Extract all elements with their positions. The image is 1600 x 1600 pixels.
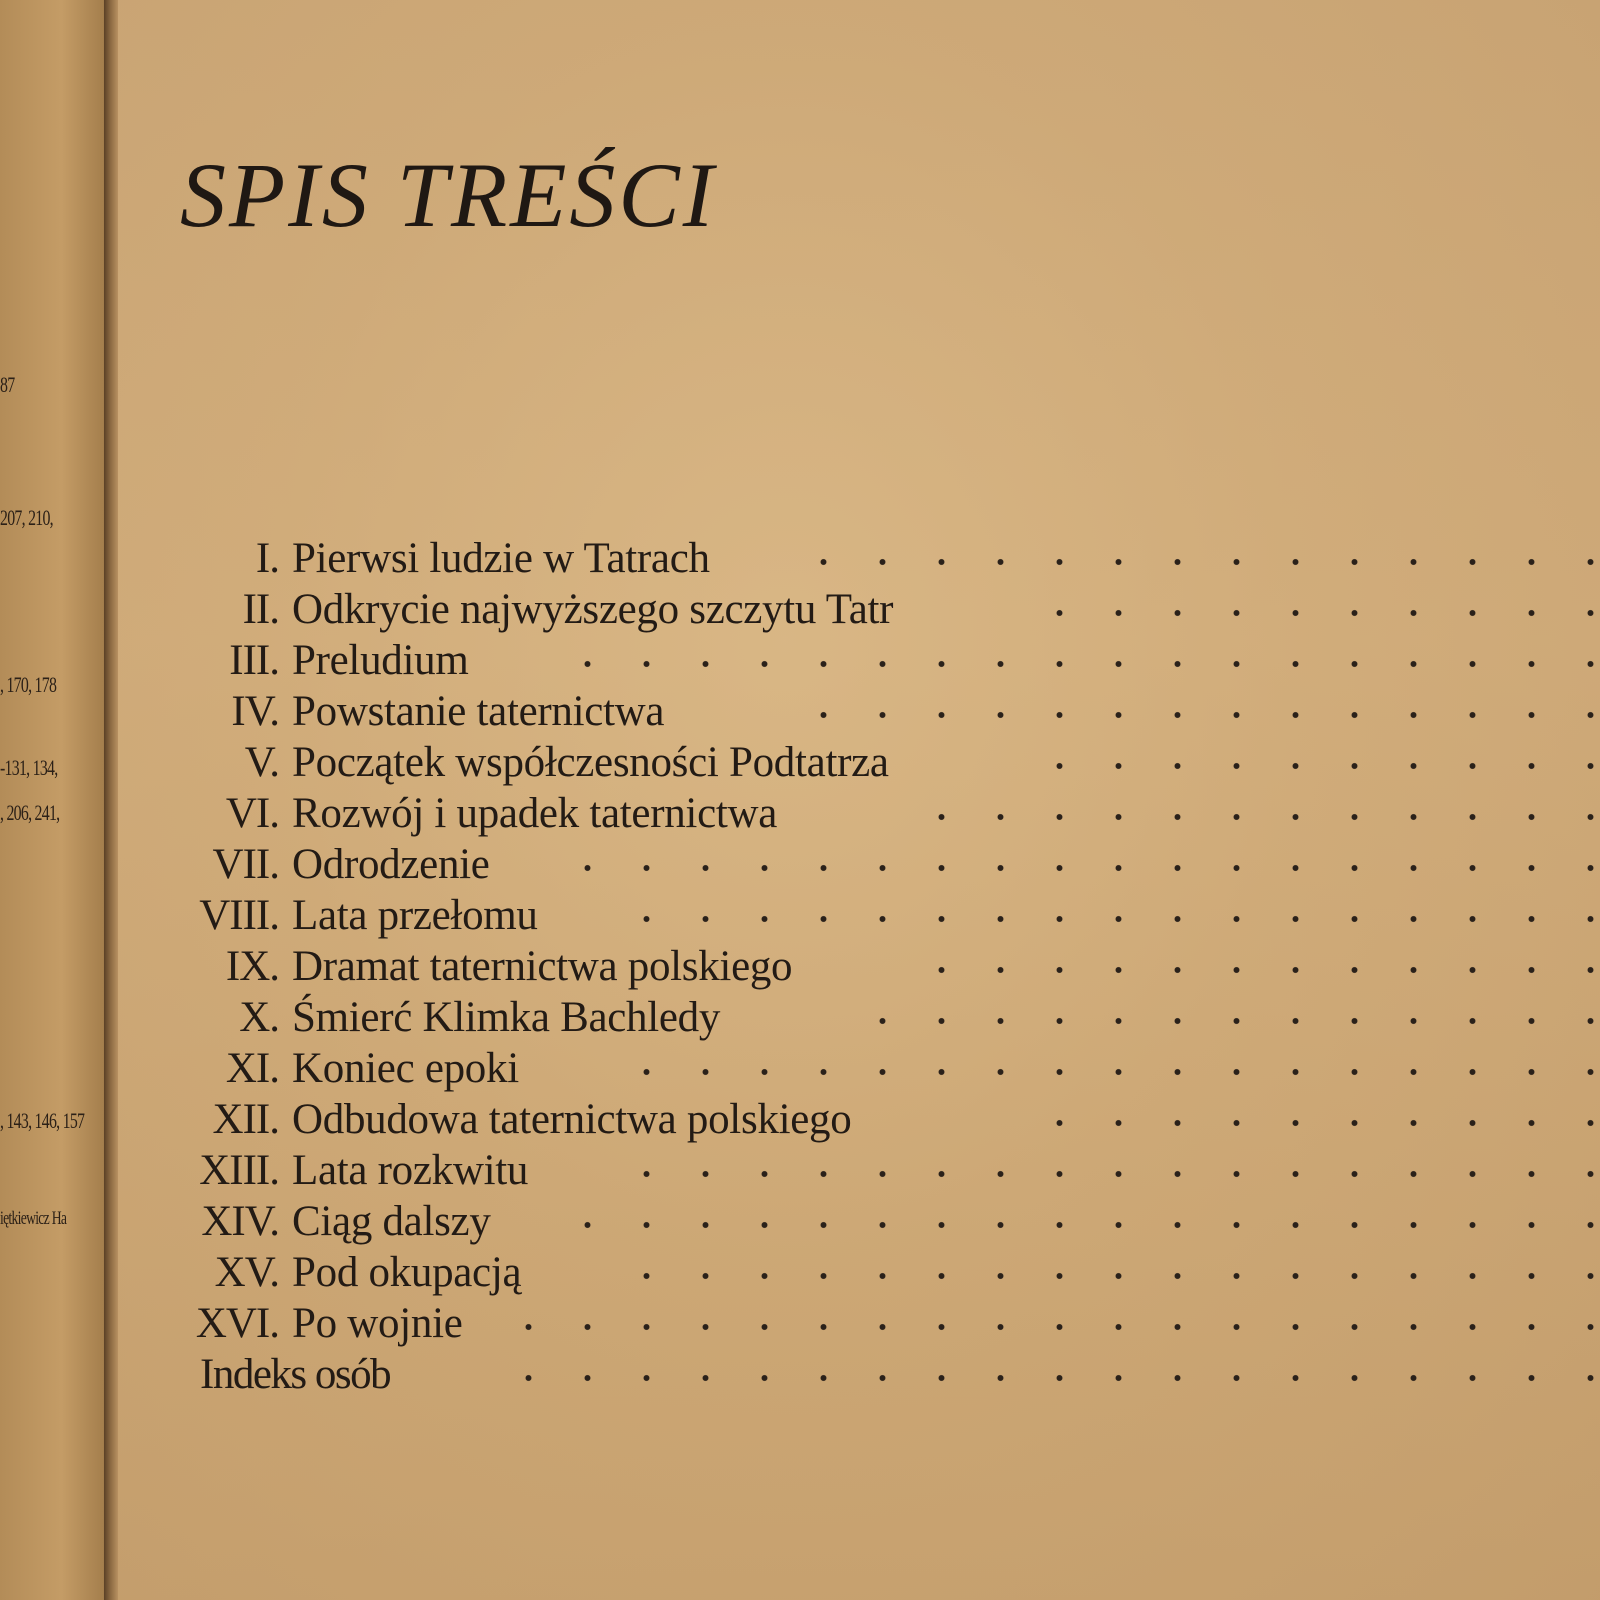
left-page-fragment: , 143, 146, 157	[0, 1108, 85, 1133]
chapter-numeral: XIII.	[199, 1147, 279, 1194]
chapter-numeral: XIV.	[201, 1198, 279, 1245]
chapter-numeral: III.	[229, 637, 279, 684]
left-page-fragment: 87	[0, 372, 15, 397]
chapter-title: Lata przełomu	[292, 892, 538, 939]
chapter-title: Odbudowa taternictwa polskiego	[292, 1096, 852, 1143]
toc-entry	[118, 788, 1600, 839]
dot-leader	[536, 1220, 1600, 1230]
chapter-numeral: IX.	[225, 943, 279, 990]
dot-leader	[596, 1271, 1600, 1281]
chapter-title: Dramat taternictwa polskiego	[292, 943, 793, 990]
toc-entry	[118, 686, 1600, 737]
toc-entry	[118, 1247, 1600, 1298]
chapter-title: Pierwsi ludzie w Tatrach	[292, 535, 710, 582]
chapter-title: Pod okupacją	[292, 1249, 522, 1296]
chapter-numeral: V.	[244, 739, 279, 786]
dot-leader	[476, 1322, 1600, 1332]
chapter-numeral: XII.	[212, 1096, 279, 1143]
toc-entry	[118, 992, 1600, 1043]
chapter-numeral: XV.	[214, 1249, 279, 1296]
chapter-title: Lata rozkwitu	[292, 1147, 529, 1194]
chapter-numeral: XI.	[225, 1045, 279, 1092]
toc-entry	[118, 1196, 1600, 1247]
chapter-title: Preludium	[292, 637, 469, 684]
book-gutter	[104, 0, 118, 1600]
dot-leader	[536, 863, 1600, 873]
chapter-numeral: XVI.	[195, 1300, 279, 1347]
chapter-title: Odrodzenie	[292, 841, 490, 888]
toc-entry	[118, 1298, 1600, 1349]
left-page-edge	[0, 0, 112, 1600]
chapter-numeral: VI.	[225, 790, 279, 837]
chapter-title: Powstanie taternictwa	[292, 688, 665, 735]
chapter-title: Początek współczesności Podtatrza	[292, 739, 889, 786]
chapter-numeral: IV.	[231, 688, 279, 735]
left-page-fragment: , 170, 178	[0, 672, 57, 697]
dot-leader	[1008, 608, 1600, 618]
chapter-title: Po wojnie	[292, 1300, 463, 1347]
toc-entry	[118, 635, 1600, 686]
chapter-title: Koniec epoki	[292, 1045, 519, 1092]
dot-leader	[890, 812, 1600, 822]
chapter-numeral: VII.	[212, 841, 279, 888]
dot-leader	[768, 710, 1600, 720]
chapter-title: Odkrycie najwyższego szczytu Tatr	[292, 586, 894, 633]
dot-leader	[1010, 761, 1600, 771]
dot-leader	[536, 659, 1600, 669]
dot-leader	[830, 1016, 1600, 1026]
chapter-numeral: X.	[239, 994, 279, 1041]
chapter-numeral: I.	[255, 535, 279, 582]
chapter-numeral: II.	[242, 586, 279, 633]
index-title: Indeks osób	[200, 1351, 391, 1398]
toc-entry	[118, 584, 1600, 635]
toc-entry	[118, 737, 1600, 788]
chapter-title: Rozwój i upadek taternictwa	[292, 790, 778, 837]
table-of-contents-page	[118, 0, 1600, 1600]
chapter-numeral: VIII.	[199, 892, 279, 939]
left-page-fragment: iętkiewicz Ha	[0, 1208, 67, 1229]
toc-entry-index	[118, 1349, 1600, 1400]
toc-entry	[118, 533, 1600, 584]
toc-list	[118, 533, 1600, 1400]
toc-entry	[118, 839, 1600, 890]
dot-leader	[820, 557, 1600, 567]
dot-leader	[1010, 1118, 1600, 1128]
chapter-title: Ciąg dalszy	[292, 1198, 491, 1245]
toc-entry	[118, 941, 1600, 992]
chapter-title: Śmierć Klimka Bachledy	[292, 994, 721, 1041]
dot-leader	[596, 914, 1600, 924]
left-page-fragment: -131, 134,	[0, 755, 58, 780]
page-title: SPIS TREŚCI	[180, 144, 717, 246]
dot-leader	[476, 1373, 1600, 1383]
dot-leader	[596, 1169, 1600, 1179]
toc-entry	[118, 1094, 1600, 1145]
toc-entry	[118, 1043, 1600, 1094]
dot-leader	[890, 965, 1600, 975]
left-page-fragment: , 206, 241,	[0, 800, 60, 825]
toc-entry	[118, 1145, 1600, 1196]
toc-entry	[118, 890, 1600, 941]
left-page-fragment: 207, 210,	[0, 505, 53, 530]
dot-leader	[596, 1067, 1600, 1077]
